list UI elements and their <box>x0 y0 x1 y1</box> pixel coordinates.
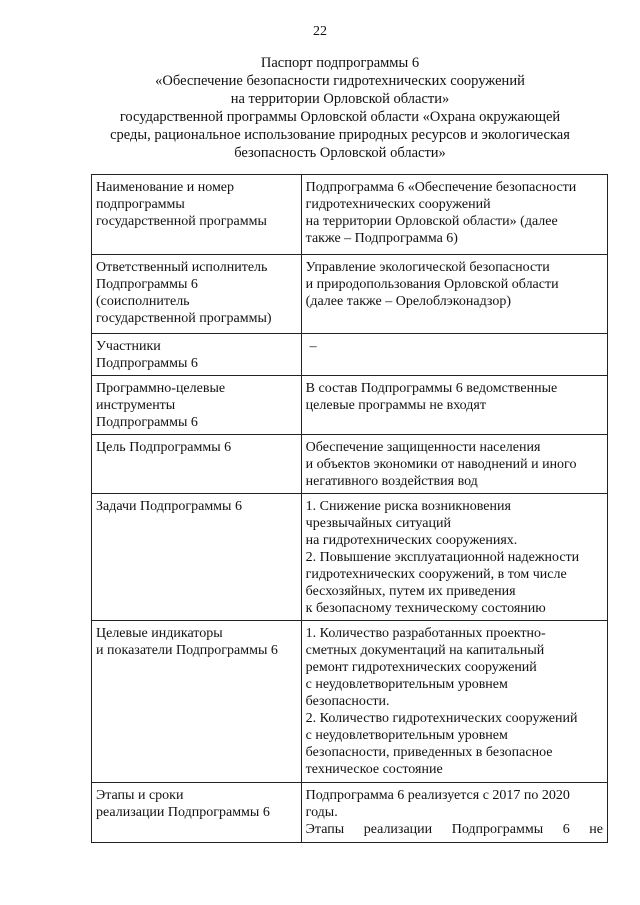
table-row <box>92 175 608 255</box>
row-label-cell <box>92 621 302 783</box>
value-word: не <box>589 822 603 837</box>
table-row <box>92 435 608 494</box>
value-line: гидротехнических сооружений <box>305 197 491 212</box>
value-line: с неудовлетворительным уровнем <box>305 728 508 743</box>
value-word: Подпрограммы <box>451 822 544 837</box>
label-line: реализации Подпрограммы 6 <box>96 805 270 820</box>
table-row <box>92 334 608 376</box>
label-line: Подпрограммы 6 <box>96 356 198 371</box>
label-line: Программно-целевые <box>96 381 226 396</box>
row-label-cell <box>92 494 302 621</box>
value-word: Этапы <box>305 822 345 837</box>
value-line: безопасности. <box>305 694 390 709</box>
label-line: (соисполнитель <box>96 294 190 309</box>
row-label-cell <box>92 435 302 494</box>
label-line: государственной программы <box>96 214 267 229</box>
heading-line: среды, рациональное использование природных ресурсов и экологическая <box>110 127 570 143</box>
document-heading <box>60 54 620 162</box>
label-line: Подпрограммы 6 <box>96 277 198 292</box>
table-row <box>92 783 608 843</box>
value-line: с неудовлетворительным уровнем <box>305 677 508 692</box>
label-line: Задачи Подпрограммы 6 <box>96 499 242 514</box>
row-value-cell <box>301 255 607 334</box>
value-line: бесхозяйных, путем их приведения <box>305 584 516 599</box>
row-value-cell <box>301 494 607 621</box>
value-line: на территории Орловской области» (далее <box>305 214 558 229</box>
value-line: Подпрограмма 6 реализуется с 2017 по 2020 <box>305 788 570 803</box>
value-line: и природопользования Орловской области <box>305 277 559 292</box>
value-line: также – Подпрограмма 6) <box>305 231 458 246</box>
value-line: (далее также – Орелоблэконадзор) <box>305 294 511 309</box>
value-line: ремонт гидротехнических сооружений <box>305 660 537 675</box>
row-value-cell <box>301 435 607 494</box>
label-line: и показатели Подпрограммы 6 <box>96 643 278 658</box>
heading-line: Паспорт подпрограммы 6 <box>260 55 420 71</box>
value-line: – <box>309 339 317 354</box>
value-line: 1. Снижение риска возникновения <box>305 499 511 514</box>
row-value-cell <box>301 783 607 843</box>
row-label-cell <box>92 376 302 435</box>
row-value-cell <box>301 334 607 376</box>
heading-line: государственной программы Орловской области «Охрана окружающей <box>119 109 561 125</box>
value-line: Подпрограмма 6 «Обеспечение безопасности <box>305 180 577 195</box>
value-line: сметных документаций на капитальный <box>305 643 545 658</box>
label-line: Наименование и номер <box>96 180 235 195</box>
table-row <box>92 376 608 435</box>
label-line: подпрограммы <box>96 197 185 212</box>
value-line: целевые программы не входят <box>305 398 486 413</box>
value-line: 2. Повышение эксплуатационной надежности <box>305 550 580 565</box>
value-line: на гидротехнических сооружениях. <box>305 533 518 548</box>
value-line: Обеспечение защищенности населения <box>305 440 541 455</box>
value-line: годы. <box>305 805 338 820</box>
table-row <box>92 255 608 334</box>
table-row <box>92 494 608 621</box>
table-row <box>92 621 608 783</box>
justified-value-line <box>306 821 603 838</box>
label-line: Ответственный исполнитель <box>96 260 268 275</box>
value-line: безопасности, приведенных в безопасное <box>305 745 553 760</box>
label-line: Этапы и сроки <box>96 788 184 803</box>
heading-line: «Обеспечение безопасности гидротехнических сооружений <box>155 73 525 89</box>
value-line: техническое состояние <box>305 762 443 777</box>
row-label-cell <box>92 255 302 334</box>
value-line: и объектов экономики от наводнений и иного <box>305 457 577 472</box>
row-label-cell <box>92 783 302 843</box>
label-line: Подпрограммы 6 <box>96 415 198 430</box>
page-number: 22 <box>313 24 327 39</box>
heading-line: безопасность Орловской области» <box>234 145 446 161</box>
row-value-cell <box>301 175 607 255</box>
label-line: Участники <box>96 339 161 354</box>
passport-table <box>91 174 608 843</box>
value-line: В состав Подпрограммы 6 ведомственные <box>305 381 558 396</box>
value-word: реализации <box>363 822 433 837</box>
value-line: чрезвычайных ситуаций <box>305 516 451 531</box>
value-line: 2. Количество гидротехнических сооружений <box>305 711 578 726</box>
label-line: государственной программы) <box>96 311 272 326</box>
row-value-cell <box>301 376 607 435</box>
heading-line: на территории Орловской области» <box>230 91 450 107</box>
value-line: Управление экологической безопасности <box>305 260 550 275</box>
value-word: 6 <box>562 822 570 837</box>
label-line: Целевые индикаторы <box>96 626 223 641</box>
value-line: гидротехнических сооружений, в том числе <box>305 567 567 582</box>
value-line: 1. Количество разработанных проектно- <box>305 626 546 641</box>
label-line: Цель Подпрограммы 6 <box>96 440 232 455</box>
row-label-cell <box>92 334 302 376</box>
row-label-cell <box>92 175 302 255</box>
value-line: негативного воздействия вод <box>305 474 478 489</box>
row-value-cell <box>301 621 607 783</box>
label-line: инструменты <box>96 398 176 413</box>
value-line: к безопасному техническому состоянию <box>305 601 546 616</box>
